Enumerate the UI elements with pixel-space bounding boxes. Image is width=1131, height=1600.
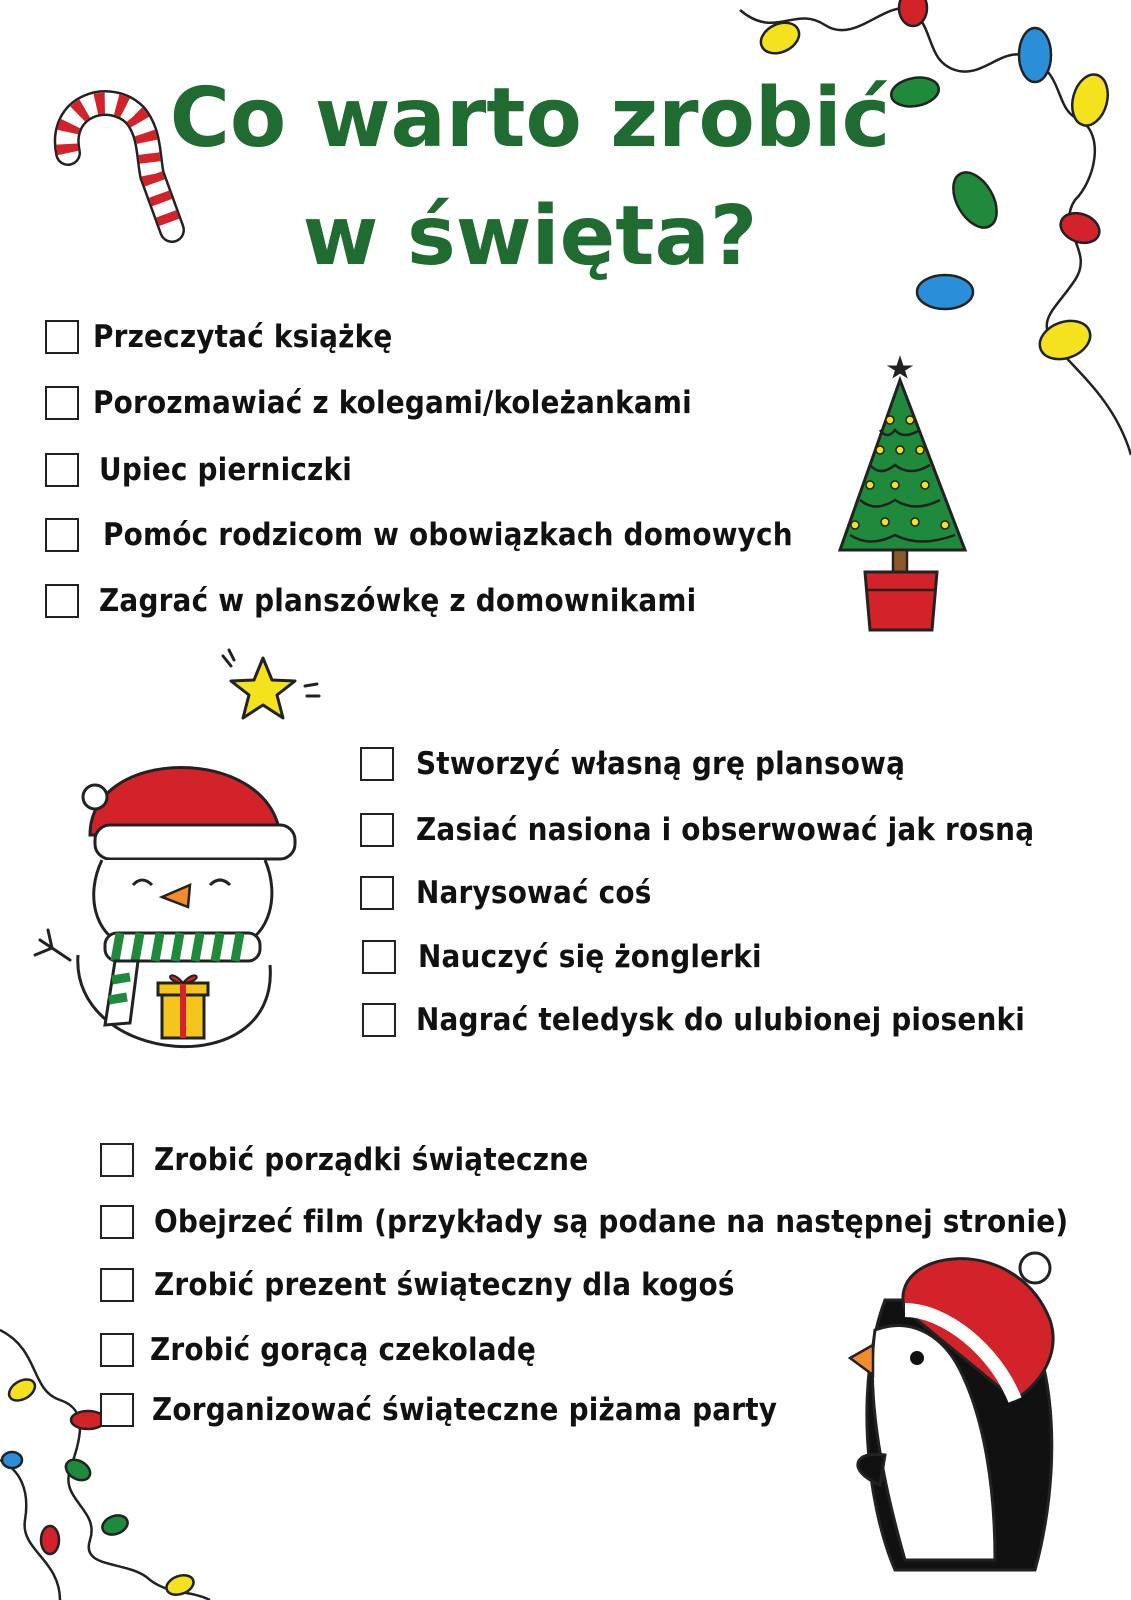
checklist-item[interactable] — [360, 810, 1034, 850]
checklist-item-label: Porozmawiać z kolegami/koleżankami — [93, 385, 692, 421]
checklist-item-label: Zrobić porządki świąteczne — [154, 1142, 589, 1178]
checkbox[interactable] — [45, 584, 79, 618]
christmas-tree-icon — [835, 350, 975, 640]
checklist-item-label: Zrobić gorącą czekoladę — [150, 1332, 537, 1368]
checkbox[interactable] — [362, 940, 396, 974]
checklist-item[interactable] — [45, 515, 793, 555]
checklist-item[interactable] — [362, 1000, 1025, 1040]
checklist-item-label: Przeczytać książkę — [93, 319, 393, 355]
checklist-item-label: Zasiać nasiona i obserwować jak rosną — [416, 812, 1035, 848]
title-line-1: Co warto zrobić — [169, 71, 891, 166]
checklist-item-label: Stworzyć własną grę plansową — [416, 746, 906, 782]
checkbox[interactable] — [100, 1143, 134, 1177]
checklist-item[interactable] — [45, 317, 392, 357]
checkbox[interactable] — [45, 320, 79, 354]
penguin-icon — [845, 1240, 1075, 1600]
checklist-item-label: Obejrzeć film (przykłady są podane na następnej stronie) — [154, 1204, 1069, 1240]
star-icon — [215, 648, 325, 728]
checkbox[interactable] — [362, 1003, 396, 1037]
checklist-item-label: Upiec pierniczki — [99, 452, 352, 488]
checklist-item[interactable] — [45, 450, 352, 490]
checkbox[interactable] — [360, 747, 394, 781]
checklist-item[interactable] — [45, 383, 692, 423]
checklist-item[interactable] — [360, 744, 905, 784]
string-lights-icon — [0, 1330, 210, 1600]
checkbox[interactable] — [100, 1268, 134, 1302]
checklist-item-label: Zorganizować świąteczne piżama party — [152, 1392, 778, 1428]
checklist-item[interactable] — [360, 873, 652, 913]
checklist-item[interactable] — [45, 581, 696, 621]
checkbox[interactable] — [45, 453, 79, 487]
checkbox[interactable] — [360, 876, 394, 910]
checkbox[interactable] — [100, 1205, 134, 1239]
checkbox[interactable] — [45, 518, 79, 552]
checklist-item[interactable] — [362, 937, 762, 977]
checkbox[interactable] — [360, 813, 394, 847]
checklist-item-label: Zagrać w planszówkę z domownikami — [99, 583, 697, 619]
checklist-item[interactable] — [100, 1140, 588, 1180]
checklist-item-label: Nauczyć się żonglerki — [418, 939, 762, 975]
checklist-item[interactable] — [100, 1330, 536, 1370]
checkbox[interactable] — [45, 386, 79, 420]
checklist-item-label: Zrobić prezent świąteczny dla kogoś — [154, 1267, 735, 1303]
snowman-icon — [30, 735, 310, 1095]
candy-cane-icon — [50, 85, 180, 255]
checklist-item-label: Nagrać teledysk do ulubionej piosenki — [416, 1002, 1026, 1038]
title-line-2: w święta? — [302, 189, 758, 284]
checkbox[interactable] — [100, 1393, 134, 1427]
checklist-item[interactable] — [100, 1265, 735, 1305]
checklist-item-label: Pomóc rodzicom w obowiązkach domowych — [103, 517, 793, 553]
checklist-item[interactable] — [100, 1390, 777, 1430]
checklist-item-label: Narysować coś — [416, 875, 652, 911]
checklist-item[interactable] — [100, 1202, 1068, 1242]
checkbox[interactable] — [100, 1333, 134, 1367]
